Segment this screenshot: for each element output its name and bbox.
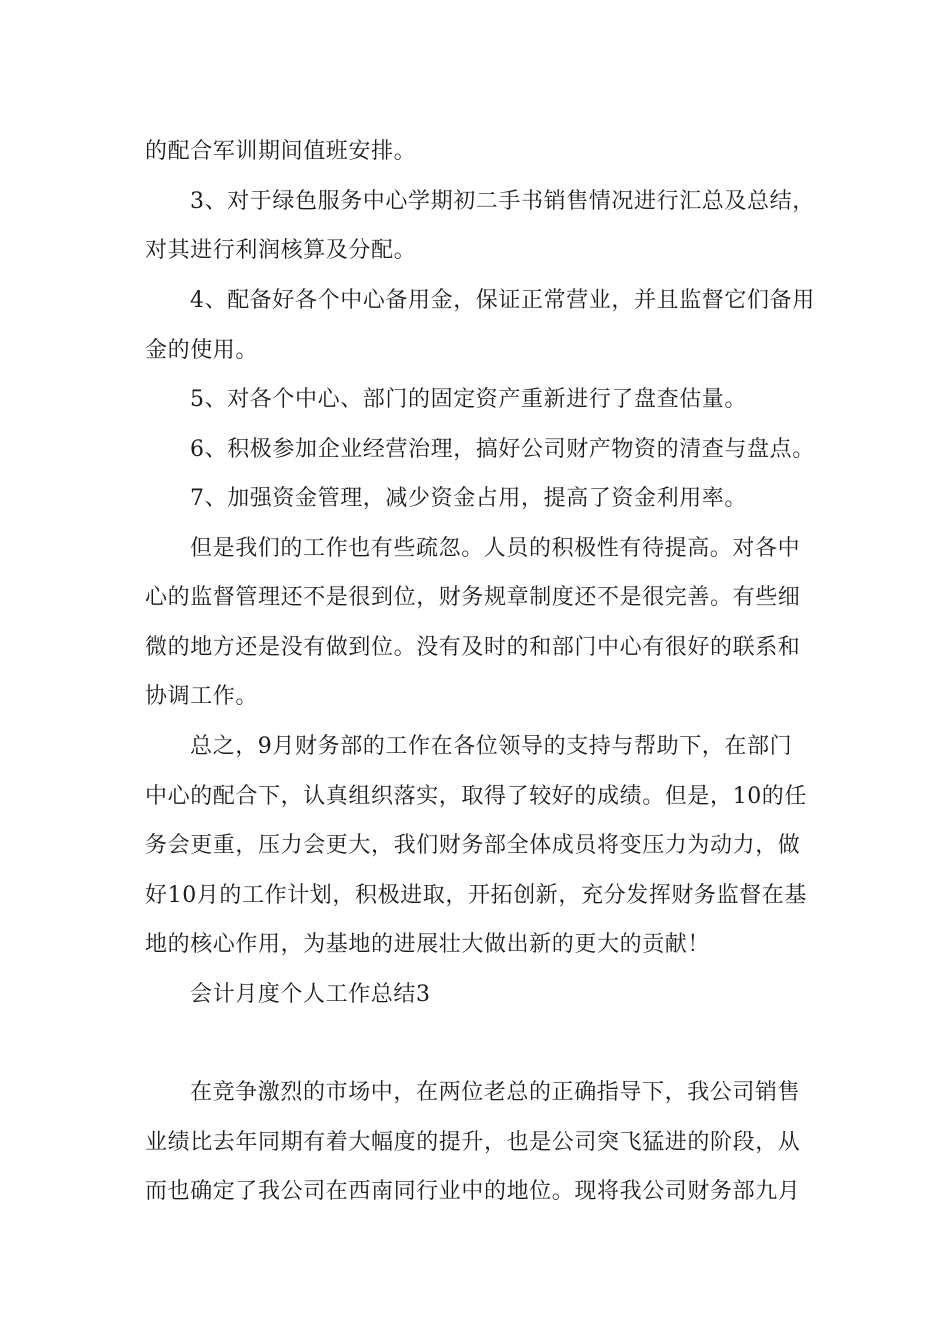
section-heading: 会计月度个人工作总结3	[190, 982, 431, 1007]
text-line: 好10月的工作计划，积极进取，开拓创新，充分发挥财务监督在基	[145, 883, 807, 908]
text-line: 协调工作。	[145, 684, 259, 709]
text-line: 中心的配合下，认真组织落实，取得了较好的成绩。但是，10的任	[145, 784, 807, 809]
text-line: 6、积极参加企业经营治理，搞好公司财产物资的清查与盘点。	[190, 437, 815, 462]
text-line: 7、加强资金管理，减少资金占用，提高了资金利用率。	[190, 486, 747, 511]
text-line: 4、配备好各个中心备用金，保证正常营业，并且监督它们备用	[190, 288, 815, 313]
text-line: 而也确定了我公司在西南同行业中的地位。现将我公司财务部九月	[145, 1179, 801, 1204]
text-line: 总之，9月财务部的工作在各位领导的支持与帮助下，在部门	[190, 734, 793, 759]
text-line: 3、对于绿色服务中心学期初二手书销售情况进行汇总及总结，	[190, 189, 815, 214]
text-line: 心的监督管理还不是很到位，财务规章制度还不是很完善。有些细	[145, 585, 801, 610]
text-line: 对其进行利润核算及分配。	[145, 238, 417, 263]
text-line: 地的核心作用，为基地的进展壮大做出新的更大的贡献！	[145, 932, 711, 957]
text-line: 但是我们的工作也有些疏忽。人员的积极性有待提高。对各中	[190, 536, 801, 561]
text-line: 金的使用。	[145, 338, 259, 363]
text-line: 的配合军训期间值班安排。	[145, 139, 417, 164]
text-line: 在竞争激烈的市场中，在两位老总的正确指导下，我公司销售	[190, 1080, 801, 1105]
text-line: 微的地方还是没有做到位。没有及时的和部门中心有很好的联系和	[145, 635, 801, 660]
text-line: 业绩比去年同期有着大幅度的提升，也是公司突飞猛进的阶段，从	[145, 1130, 801, 1155]
text-line: 5、对各个中心、部门的固定资产重新进行了盘查估量。	[190, 387, 747, 412]
text-line: 务会更重，压力会更大，我们财务部全体成员将变压力为动力，做	[145, 833, 801, 858]
